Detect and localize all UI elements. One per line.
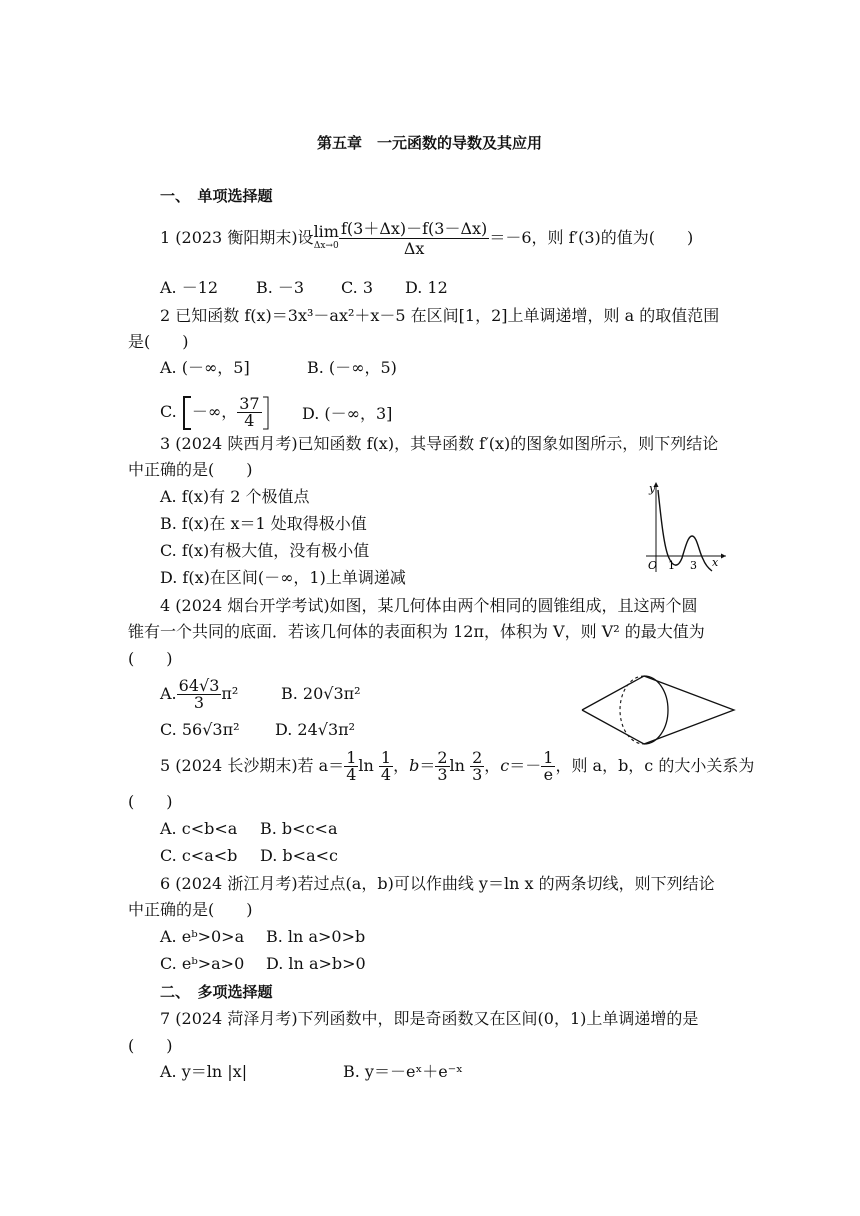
graph-x-label: x [712,556,719,569]
q1-option-b: B. －3 [256,278,305,297]
q4-opta-tail: π² [221,684,239,703]
q6-stem-line2: 中正确的是( ) [128,900,253,919]
q6-option-a: A. eᵇ>0>a [160,927,245,946]
q4-option-b: B. 20√3π² [281,684,361,703]
graph-tick-1: 1 [668,559,675,572]
q7-stem-line1: 7 (2024 菏泽月考)下列函数中，即是奇函数又在区间(0，1)上单调递增的是 [160,1009,699,1028]
base-ellipse-back [620,676,644,744]
q2-option-a: A. (－∞，5] [160,358,250,377]
q4-opta-den: 3 [193,693,205,712]
q4-stem-line3: ( ) [128,649,173,668]
q1-lim-word: lim [313,221,339,241]
q7-stem-line2: ( ) [128,1036,173,1055]
q5-stem: 5 (2024 长沙期末)若 a＝ $\frac{1}{4}$ ln $\frac{1}{4}$ ，b＝ $\frac{2}{3}$ ln $\frac{2}{3}$ ，c＝－ $\frac{1}{e}$ ，则 a，b，c 的大小关系为 [160,748,755,784]
q1-numerator: f(3＋Δx)－f(3－Δx) [340,219,488,238]
q4-opta-fraction [177,678,222,711]
q3-option-a: A. f(x)有 2 个极值点 [160,487,310,506]
q5-option-d: D. b<a<c [260,846,338,865]
left-cone-edges [582,676,644,744]
q3-option-c: C. f(x)有极大值，没有极小值 [160,541,370,560]
section-heading-multi: 二、 多项选择题 [160,983,273,1001]
frac-1-e: $\frac{1}{e}$ [543,748,554,784]
right-bracket-icon [262,395,270,431]
derivative-graph [640,478,730,574]
q1-prefix: 1 (2023 衡阳期末)设 [160,228,314,247]
graph-origin-label: O [648,559,658,572]
q2-option-b: B. (－∞，5) [307,358,397,377]
q2-option-c [160,392,270,432]
q2-optc-label: C. [160,402,177,421]
q4-stem-line2: 锥有一个共同的底面．若该几何体的表面积为 12π，体积为 V，则 V² 的最大值为 [128,622,705,641]
q4-opta-label: A. [160,684,177,703]
q5-tail: ，则 a，b，c 的大小关系为 [555,756,755,775]
double-cone-figure [578,672,738,748]
q2-optc-left: －∞， [191,402,238,421]
q6-option-b: B. ln a>0>b [266,927,366,946]
derivative-curve [658,490,712,571]
q5-stem-line2: ( ) [128,792,173,811]
q2-option-d: D. (－∞，3] [302,404,393,423]
q2-optc-den: 4 [244,411,255,430]
graph-y-label: y [649,482,656,495]
q6-option-d: D. ln a>b>0 [266,954,366,973]
q1-lim-sub: Δx→0 [313,240,339,251]
q2-optc-fraction [237,396,261,429]
graph-tick-3: 3 [690,559,697,572]
q5-option-c: C. c<a<b [160,846,238,865]
q3-option-d: D. f(x)在区间(－∞，1)上单调递减 [160,568,406,587]
q4-option-c: C. 56√3π² [160,720,240,739]
section-heading-single: 一、 单项选择题 [160,187,273,205]
q2-stem-line2: 是( ) [128,332,189,351]
frac-2-3: $\frac{2}{3}$ [437,748,448,784]
right-cone-edges [644,676,734,744]
q4-option-a [160,674,238,714]
q3-option-b: B. f(x)在 x＝1 处取得极小值 [160,514,367,533]
q5-option-b: B. b<c<a [260,819,338,838]
q6-stem-line1: 6 (2024 浙江月考)若过点(a，b)可以作曲线 y＝ln x 的两条切线，则下列结论 [160,874,715,893]
q7-option-b: B. y＝－eˣ＋e⁻ˣ [343,1062,463,1081]
q7-option-a: A. y＝ln |x| [160,1062,248,1081]
frac-1-4: $\frac{1}{4}$ [346,748,357,784]
q4-opta-num: 64√3 [178,676,220,695]
q2-optc-num: 37 [239,394,260,413]
page-title: 第五章 一元函数的导数及其应用 [317,134,543,152]
q3-stem-line2: 中正确的是( ) [128,460,253,479]
q5-option-a: A. c<b<a [160,819,238,838]
q4-stem-line1: 4 (2024 烟台开学考试)如图，某几何体由两个相同的圆锥组成，且这两个圆 [160,596,698,615]
q6-option-c: C. eᵇ>a>0 [160,954,245,973]
q2-stem-line1: 2 已知函数 f(x)＝3x³－ax²＋x－5 在区间[1，2]上单调递增，则 a 的取值范围 [160,306,720,325]
q4-option-d: D. 24√3π² [275,720,356,739]
q1-option-a: A. －12 [160,278,219,297]
q1-suffix: ＝－6，则 f′(3)的值为( ) [489,228,694,247]
left-bracket-icon [182,395,192,431]
q5-prefix: 5 (2024 长沙期末)若 a＝ [160,756,345,775]
x-axis-arrow-icon [721,554,726,559]
q1-fraction [339,219,489,258]
q1-limit [313,221,339,253]
frac-2-3b: $\frac{2}{3}$ [472,748,483,784]
frac-1-4b: $\frac{1}{4}$ [380,748,392,784]
q3-stem-line1: 3 (2024 陕西月考)已知函数 f(x)，其导函数 f′(x)的图象如图所示，则下列结论 [160,434,719,453]
question-1-stem [160,218,693,258]
q1-denominator: Δx [403,239,425,258]
q1-option-c: C. 3 [341,278,374,297]
q1-option-d: D. 12 [405,278,448,297]
base-ellipse-front [644,676,668,744]
